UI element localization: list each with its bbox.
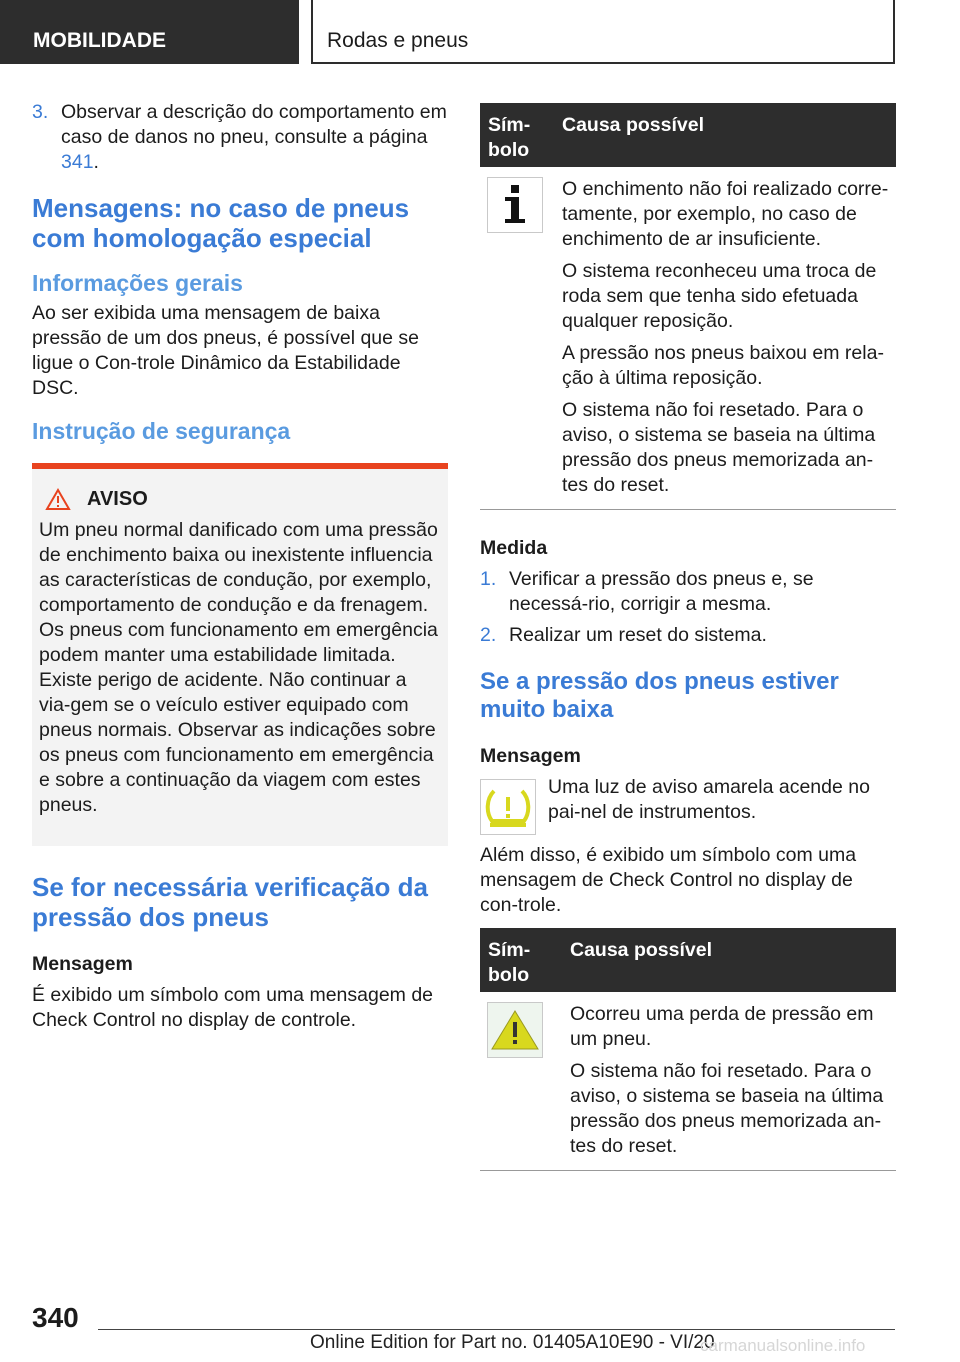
step-1 (480, 567, 896, 617)
warning-triangle-icon (487, 1002, 543, 1058)
page-link-341[interactable]: 341 (61, 151, 94, 173)
heading-general-info: Informações gerais (32, 270, 243, 296)
left-column (32, 100, 448, 1041)
warning-text: Um pneu normal danificado com uma pressão de enchimento baixa ou inexistente influencia as características de condução, por exemplo, comportamento de condução e da frenagem. Os pneus com funcionamento em emergência podem manter uma estabilidade limitada. Existe perigo de acidente. Não continuar a via‐gem se o veículo estiver equipado com pneus normais. Observar as indicações sobre os pneus com funcionamento em emergência e sobre a continuação da viagem com estes pneus. (39, 519, 438, 816)
footer-edition: Online Edition for Part no. 01405A10E90 - VI/20 (310, 1332, 715, 1353)
watermark: carmanualsonline.info (700, 1336, 866, 1355)
tire-pressure-warning-icon (480, 779, 536, 835)
heading-measure: Medida (480, 537, 548, 559)
footer-divider (98, 1329, 895, 1330)
paragraph-also: Além disso, é exibido um símbolo com uma mensagem de Check Control no display de con‐trole. (480, 844, 857, 916)
cause-text: Ocorreu uma perda de pressão em um pneu. (570, 1003, 874, 1050)
paragraph-message: É exibido um símbolo com uma mensagem de Check Control no display de controle. (32, 984, 434, 1031)
step-text: Observar a descrição do comportamento em caso de danos no pneu, consulte a página 341. (61, 101, 447, 173)
step-text: Realizar um reset do sistema. (509, 624, 767, 646)
step-2 (480, 623, 896, 648)
table-header (480, 103, 896, 167)
heading-safety: Instrução de segurança (32, 418, 291, 444)
table-header (480, 928, 896, 992)
cause-text: O sistema reconheceu uma troca de roda sem que tenha sido efetuada qualquer reposição. (562, 260, 877, 332)
cause-text: O enchimento não foi realizado corre‐tamente, por exemplo, no caso de enchimento de ar insuficiente. (562, 178, 889, 250)
column-symbol: Sím‐bolo (488, 939, 531, 986)
right-column (480, 103, 896, 1171)
heading-special-tires: Mensagens: no caso de pneus com homologação especial (32, 193, 410, 253)
paragraph-warning-light: Uma luz de aviso amarela acende no pai‐nel de instrumentos. (548, 776, 870, 823)
cause-table-1 (480, 103, 896, 510)
section-tab: MOBILIDADE (0, 0, 299, 64)
heading-low-pressure: Se a pressão dos pneus estiver muito baixa (480, 668, 839, 723)
cause-text: A pressão nos pneus baixou em rela‐ção à última reposição. (562, 342, 884, 389)
page-number: 340 (32, 1302, 79, 1333)
cause-text: O sistema não foi resetado. Para o aviso, o sistema se baseia na última pressão dos pneus memorizada an‐tes do reset. (570, 1060, 884, 1157)
heading-message: Mensagem (32, 953, 133, 975)
step-number: 1. (480, 568, 497, 590)
chapter-tab: Rodas e pneus (311, 0, 895, 64)
paragraph-general-info: Ao ser exibida uma mensagem de baixa pressão de um dos pneus, é possível que se ligue o Con‐trole Dinâmico da Estabilidade DSC. (32, 302, 419, 399)
page-header (0, 0, 960, 66)
column-symbol: Sím‐bolo (488, 114, 531, 161)
step-3 (32, 100, 448, 175)
info-icon (487, 177, 543, 233)
table-row (480, 992, 896, 1171)
heading-check-pressure: Se for necessária verificação da pressão dos pneus (32, 872, 429, 932)
heading-message: Mensagem (480, 745, 581, 767)
warning-box (32, 463, 448, 846)
warning-triangle-icon (45, 488, 71, 511)
column-cause: Causa possível (570, 939, 712, 961)
cause-text: O sistema não foi resetado. Para o aviso, o sistema se baseia na última pressão dos pneus memorizada an‐tes do reset. (562, 399, 876, 496)
column-cause: Causa possível (562, 114, 704, 136)
cause-table-2 (480, 928, 896, 1171)
step-number: 2. (480, 624, 497, 646)
warning-title: AVISO (39, 487, 440, 512)
step-number: 3. (32, 101, 49, 123)
warning-light-row (480, 775, 896, 835)
table-row (480, 167, 896, 510)
step-text: Verificar a pressão dos pneus e, se necessá‐rio, corrigir a mesma. (509, 568, 814, 615)
